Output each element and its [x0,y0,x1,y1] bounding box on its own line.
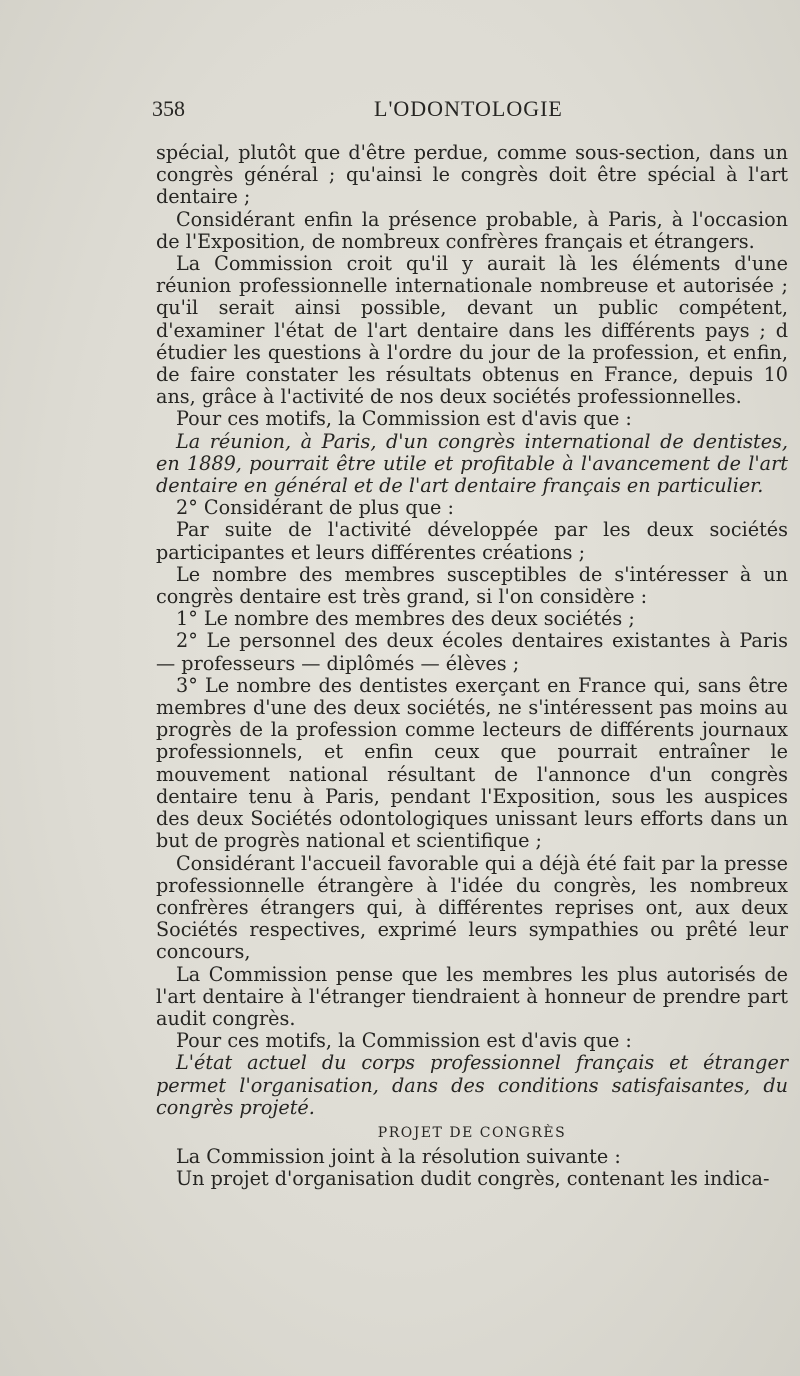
paragraph: Pour ces motifs, la Commission est d'avis que : [176,407,632,431]
list-item: 3° Le nombre des dentistes exerçant en France qui, sans être membres d'une des deux sociétés, ne s'intéressent pas moins au progrès de la profession comme lecteurs de différents journaux professionnels, et enfin ceux que pourrait entraîner le mouvement national résultant de l'annonce d'un congrès dentaire tenu à Paris, pendant l'Exposition, sous les auspices des deux Sociétés odontologiques unissant leurs efforts dans un but de progrès national et scientifique ; [156,673,788,853]
body-text [156,142,788,1191]
paragraph: Un projet d'organisation dudit congrès, contenant les indica- [176,1167,770,1191]
paragraph: 2° Considérant de plus que : [176,496,454,520]
paragraph: La Commission joint à la résolution suivante : [176,1145,621,1169]
resolution-paragraph: L'état actuel du corps professionnel français et étranger permet l'organisation, dans des conditions satisfaisantes, du congrès projeté. [156,1051,788,1119]
paragraph: La Commission pense que les membres les plus autorisés de l'art dentaire à l'étranger tiendraient à honneur de prendre part audit congrès. [156,962,788,1030]
paragraph: spécial, plutôt que d'être perdue, comme sous-section, dans un congrès général ; qu'ainsi le congrès doit être spécial à l'art dentaire ; [156,141,788,209]
resolution-paragraph: La réunion, à Paris, d'un congrès international de dentistes, en 1889, pourrait être utile et profitable à l'avancement de l'art dentaire en général et de l'art dentaire français en particulier. [156,429,788,498]
list-item: 2° Le personnel des deux écoles dentaires existantes à Paris — professeurs — diplômés — élèves ; [156,629,788,675]
paragraph: La Commission croit qu'il y aurait là les éléments d'une réunion professionnelle internationale nombreuse et autorisée ; qu'il serait ainsi possible, devant un public compétent, d'examiner l'état de l'art dentaire dans les différents pays ; d étudier les questions à l'ordre du jour de la profession, et enfin, de faire constater les résultats obtenus en France, depuis 10 ans, grâce à l'activité de nos deux sociétés professionnelles. [156,252,788,409]
page-number: 358 [152,96,185,121]
list-item: 1° Le nombre des membres des deux sociétés ; [176,607,635,631]
page-header [152,96,788,126]
paragraph: Pour ces motifs, la Commission est d'avis que : [176,1029,632,1053]
paragraph: Considérant enfin la présence probable, à Paris, à l'occasion de l'Exposition, de nombreux confrères français et étrangers. [156,207,788,253]
paragraph: Par suite de l'activité développée par les deux sociétés participantes et leurs différentes créations ; [156,518,788,564]
running-title: L'ODONTOLOGIE [374,96,563,121]
paragraph: Le nombre des membres susceptibles de s'intéresser à un congrès dentaire est très grand, si l'on considère : [156,562,788,609]
paragraph: Considérant l'accueil favorable qui a déjà été fait par la presse professionnelle étrangère à l'idée du congrès, les nombreux confrères étrangers qui, à différentes reprises ont, aux deux Sociétés respectives, exprimé leurs sympathies ou prêté leur concours, [156,851,788,964]
section-heading: PROJET DE CONGRÈS [377,1124,567,1141]
